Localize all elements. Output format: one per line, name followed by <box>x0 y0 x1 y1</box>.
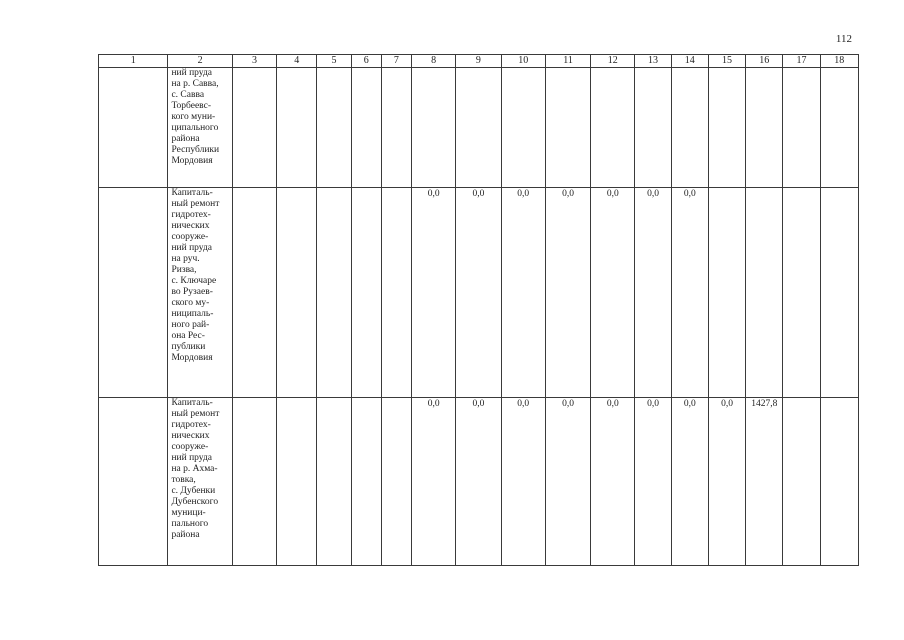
value-cell <box>545 68 590 188</box>
value-cell <box>381 398 411 566</box>
value-cell <box>708 68 745 188</box>
value-cell <box>456 68 501 188</box>
value-cell: 0,0 <box>671 188 708 398</box>
value-cell: 0,0 <box>412 398 456 566</box>
value-cell <box>412 68 456 188</box>
column-header: 13 <box>635 55 671 68</box>
value-cell <box>351 398 381 566</box>
value-cell: 1427,8 <box>746 398 783 566</box>
value-cell <box>591 68 635 188</box>
column-header: 18 <box>820 55 858 68</box>
value-cell: 0,0 <box>545 398 590 566</box>
value-cell <box>351 188 381 398</box>
column-header: 6 <box>351 55 381 68</box>
value-cell: 0,0 <box>591 398 635 566</box>
value-cell <box>317 68 351 188</box>
value-cell <box>783 68 820 188</box>
value-cell: 0,0 <box>591 188 635 398</box>
value-cell <box>820 398 858 566</box>
column-header: 8 <box>412 55 456 68</box>
column-header: 12 <box>591 55 635 68</box>
value-cell: 0,0 <box>456 398 501 566</box>
value-cell: 0,0 <box>708 398 745 566</box>
column-header: 14 <box>671 55 708 68</box>
value-cell <box>635 68 671 188</box>
value-cell: 0,0 <box>545 188 590 398</box>
column-header: 2 <box>168 55 232 68</box>
value-cell <box>277 398 317 566</box>
value-cell <box>820 188 858 398</box>
value-cell <box>317 398 351 566</box>
object-name-cell: Капиталь- ный ремонт гидротех- нических сооруже- ний пруда на р. Ахма- товка, с. Дубенки Дубенского муници- пального района <box>168 398 232 566</box>
column-header: 1 <box>99 55 168 68</box>
object-name-cell: Капиталь- ный ремонт гидротех- нических сооруже- ний пруда на руч. Ризва, с. Ключаре во Рузаев- ского му- ниципаль- ного рай- она Рес- публики Мордовия <box>168 188 232 398</box>
value-cell <box>277 188 317 398</box>
value-cell <box>381 68 411 188</box>
value-cell <box>277 68 317 188</box>
value-cell: 0,0 <box>671 398 708 566</box>
column-header: 9 <box>456 55 501 68</box>
column-header: 3 <box>232 55 276 68</box>
value-cell: 0,0 <box>501 188 545 398</box>
row-number-cell <box>99 398 168 566</box>
value-cell <box>501 68 545 188</box>
table-row <box>99 68 859 188</box>
column-number-row <box>99 55 859 68</box>
object-name-cell: ний пруда на р. Савва, с. Савва Торбеевс- кого муни- ципального района Республики Мордовия <box>168 68 232 188</box>
column-header: 16 <box>746 55 783 68</box>
value-cell <box>783 398 820 566</box>
column-header: 17 <box>783 55 820 68</box>
budget-table <box>98 54 859 566</box>
value-cell <box>746 188 783 398</box>
column-header: 15 <box>708 55 745 68</box>
column-header: 4 <box>277 55 317 68</box>
value-cell <box>232 188 276 398</box>
table-row <box>99 188 859 398</box>
value-cell: 0,0 <box>635 398 671 566</box>
value-cell: 0,0 <box>456 188 501 398</box>
column-header: 11 <box>545 55 590 68</box>
value-cell <box>232 398 276 566</box>
column-header: 5 <box>317 55 351 68</box>
value-cell <box>317 188 351 398</box>
page-number: 112 <box>835 33 852 45</box>
column-header: 7 <box>381 55 411 68</box>
row-number-cell <box>99 68 168 188</box>
value-cell: 0,0 <box>501 398 545 566</box>
value-cell <box>351 68 381 188</box>
value-cell: 0,0 <box>412 188 456 398</box>
value-cell <box>708 188 745 398</box>
value-cell <box>783 188 820 398</box>
value-cell: 0,0 <box>635 188 671 398</box>
value-cell <box>671 68 708 188</box>
table-row <box>99 398 859 566</box>
value-cell <box>820 68 858 188</box>
value-cell <box>746 68 783 188</box>
value-cell <box>232 68 276 188</box>
value-cell <box>381 188 411 398</box>
column-header: 10 <box>501 55 545 68</box>
row-number-cell <box>99 188 168 398</box>
